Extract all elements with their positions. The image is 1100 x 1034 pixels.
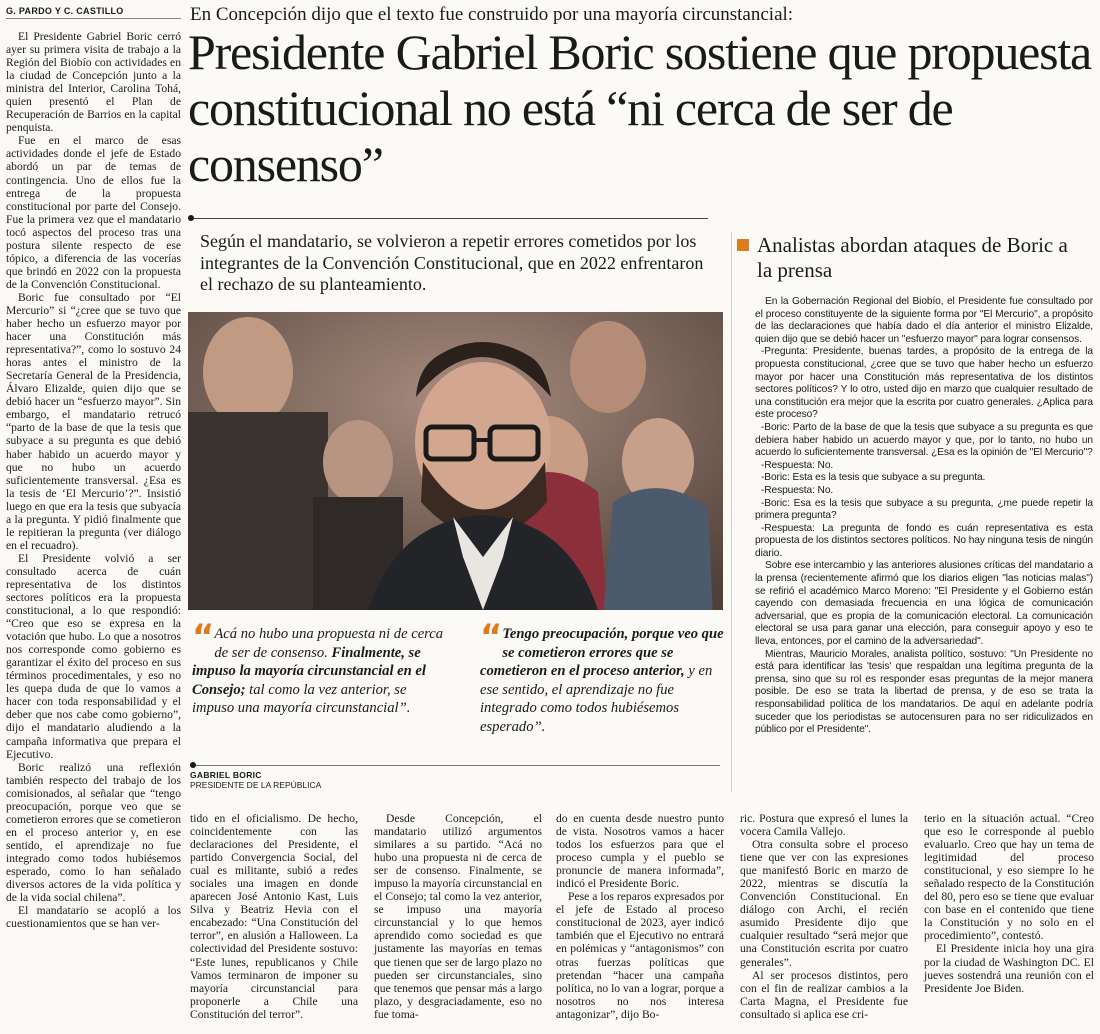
article-column-1 [6, 30, 181, 930]
paragraph: do en cuenta desde nuestro punto de vista. Nosotros vamos a hacer todos los esfuerzos para que el proceso cumpla y el pueblo se pronuncie de manera informada”, indicó el Presidente Boric. [556, 812, 724, 891]
article-column-4 [556, 812, 724, 1021]
article-column-2 [190, 812, 358, 1021]
article-column-5 [740, 812, 908, 1021]
quote-bold-text: Finalmente, se impuso la mayoría circunstancial en el Consejo; [192, 644, 426, 698]
sidebar-paragraph: En la Gobernación Regional del Biobío, el Presidente fue consultado por el proceso constituyente de la siguiente forma por "El Mercurio", a propósito de las declaraciones que había dado el día anterior el ministro Elizalde, quien dijo que se debió hacer un "esfuerzo mayor" para lograr consensos. [755, 296, 1093, 345]
dialogue-line: -Boric: Esta es la tesis que subyace a su pregunta. [761, 472, 986, 484]
paragraph: Al ser procesos distintos, pero con el fin de realizar cambios a la Carta Magna, el Presidente fue consultado si aplica ese cri- [740, 968, 908, 1021]
quote-mark-icon: “ [192, 617, 211, 657]
quote-text: Acá no hubo una propuesta ni de cerca de ser de consenso. [214, 626, 444, 661]
quote-text: y en ese sentido, el aprendizaje no fue integrado como todos hubiésemos esperado”. [480, 663, 713, 735]
paragraph: El Presidente volvió a ser consultado acerca de cuán representativa de los distintos sectores políticos era la propuesta constitucional, a lo que respondió: “Creo que eso se expresa en la votación que hubo. Lo que a nosotros nos corresponde como gobierno es garantizar el éxito del proceso en sus términos procedimentales, y eso no les quepa duda de que lo vamos a hacer con toda responsabilidad y el deber que nos cabe como gobierno”, dijo el mandatario aludiendo a la campaña informativa que prepara el Ejecutivo. [6, 551, 181, 761]
dialogue-line: -Respuesta: La pregunta de fondo es cuán representativa es esta propuesta de los distintos sectores políticos. No hay ninguna tesis de ningún diario. [755, 522, 1093, 559]
paragraph: El Presidente inicia hoy una gira por la ciudad de Washington DC. El jueves sostendrá una reunión con el Presidente Joe Biden. [924, 942, 1094, 995]
paragraph: tido en el oficialismo. De hecho, coincidentemente con las declaraciones del Presidente, el partido Convergencia Social, del cual es militante, subió a redes sociales una imagen en donde aparecen José Antonio Kast, Luis Silva y Beatriz Hevia con el encabezado: “Una Constitución del terror”, en alusión a Halloween. La colectividad del Presidente sostuvo: “Este lunes, republicanos y Chile Vamos terminaron de imponer su mayoría circunstancial para proponerle a Chile una Constitución del terror”. [190, 812, 358, 1021]
dialogue-line: -Respuesta: No. [761, 484, 834, 496]
quote-text: tal como la vez anterior, se impuso una mayoría circunstancial”. [192, 681, 411, 717]
paragraph: terio en la situación actual. “Creo que eso le corresponde al pueblo evaluarlo. Creo que hay un tema de legitimidad del proceso constitucional, y eso siempre lo he señalado respecto de la Constitución del 80, pero eso se tiene que evaluar con base en el contenido que tiene la Constitución y no solo en el procedimiento”, contestó. [924, 812, 1094, 943]
deck: Según el mandatario, se volvieron a repetir errores cometidos por los integrantes de la Convención Constitucional, que en 2022 enfrentaron el rechazo de su planteamiento. [200, 231, 704, 294]
sidebar-paragraph: Mientras, Mauricio Morales, analista político, sostuvo: "Un Presidente no está para identificar las 'tesis' que respaldan una legítima pregunta de la prensa, sino que su rol es responder esas preguntas de la mejor manera posible. De eso se trata la libertad de prensa, y de eso se trata la responsabilidad política de los mandatarios. De aquí en adelante podría suceder que los periodistas se autocensuren para no ser ridiculizados en público por el Presidente". [755, 648, 1093, 736]
photo-illustration [188, 312, 723, 610]
paragraph: Boric realizó una reflexión también respecto del trabajo de los comisionados, al señalar que “tengo preocupación, porque veo que se cometieron errores que se cometieron en el proceso anterior y, en ese sentido, el aprendizaje no fue integrado como todos hubiésemos esperado, como lo han señalado diversos actores de la vida política y de la vida social chilena”. [6, 760, 181, 905]
article-column-3 [374, 812, 542, 1021]
dialogue-line: -Boric: Parto de la base de que la tesis que subyace a su pregunta es que debiera haber habido un acuerdo mayor y que, por lo tanto, no hubo un acuerdo lo suficientemente transversal. ¿Esa es la opinión de "El Mercurio"? [755, 421, 1093, 459]
paragraph: Otra consulta sobre el proceso tiene que ver con las expresiones que manifestó Boric en marzo de 2022, mientras se discutía la Convención Constitucional. En diálogo con Archi, el recién asumido Presidente dijo que cualquier resultado “será mejor que una Constitución escrita por cuatro generales”. [740, 838, 908, 969]
divider [190, 765, 720, 766]
paragraph: Pese a los reparos expresados por el jefe de Estado al proceso constitucional de 2023, ayer indicó también que el Ejecutivo no entrará en polémicas y “antagonismos” con otras fuerzas políticas que pretendan “hacer una campaña política, no lo van a lograr, porque a nosotros no nos interesa antagonizar”, dijo Bo- [556, 890, 724, 1021]
sidebar-body [755, 296, 1093, 737]
quote-mark-icon: “ [480, 617, 499, 657]
pull-quote-1 [192, 617, 447, 718]
sidebar-header [737, 233, 1097, 283]
attribution-role: PRESIDENTE DE LA REPÚBLICA [190, 780, 322, 790]
pull-quote-2 [480, 617, 725, 737]
quote-attribution [190, 770, 321, 790]
divider [188, 218, 708, 219]
orange-square-icon [737, 239, 749, 251]
column-rule [731, 232, 732, 792]
paragraph: Desde Concepción, el mandatario utilizó argumentos similares a su partido. “Acá no hubo una propuesta ni de cerca de ser de consenso. Finalmente, se impuso la mayoría circunstancial en el Consejo; tal como la vez anterior, se impuso una mayoría circunstancial y lo que hemos aprendido como sociedad es que justamente las mayorías en temas que tienen que ser de largo plazo no pueden ser circunstanciales, sino que tenemos que pensar más a largo plazo, y desgraciadamente, eso no fue toma- [374, 812, 542, 1021]
paragraph: ric. Postura que expresó el lunes la vocera Camila Vallejo. [740, 812, 908, 839]
sidebar-paragraph: Sobre ese intercambio y las anteriores alusiones críticas del mandatario a la prensa (recientemente afirmó que los diarios eligen "las noticias malas") se refirió el académico Marco Moreno: "El Presidente y el Gobierno están cayendo con demasiada frecuencia en una lógica de comunicación adversarial, que es propia de la comunicación electoral. La comunicación electoral se usa para ganar una elección, para conseguir apoyo y eso te lleva, entonces, por el camino de la adversariedad". [755, 560, 1093, 648]
dialogue-line: -Boric: Esa es la tesis que subyace a su pregunta, ¿me puede repetir la primera pregunta? [755, 497, 1093, 522]
paragraph: El Presidente Gabriel Boric cerró ayer su primera visita de trabajo a la Región del Biobío con actividades en la ciudad de Concepción junto a la ministra del Interior, Carolina Tohá, quien presentó el Plan de Recuperación de Barrios en la capital penquista. [6, 30, 181, 135]
paragraph: Boric fue consultado por “El Mercurio” si “¿cree que se tuvo que haber hecho un esfuerzo mayor por hacer una Constitución más representativa?”, como lo sostuvo 24 horas antes el ministro de la Secretaría General de la Presidencia, Álvaro Elizalde, quien dijo que se debió hacer un “esfuerzo mayor”. Sin embargo, el mandatario retrucó “parto de la base de que la tesis que subyace a su pregunta es que debió haber habido un acuerdo mayor y que no hubo un acuerdo suficientemente transversal. ¿Esa es la tesis de ‘El Mercurio’?”. Insistió luego en que era la tesis que subyacía a la pregunta. Y pidió finalmente que le repitieran la pregunta (ver diálogo en el recuadro). [6, 290, 181, 552]
paragraph: El mandatario se acopló a los cuestionamientos que se han ver- [6, 904, 181, 931]
quote-bold-text: Tengo preocupación, porque veo que se cometieron errores que se cometieron en el proceso anterior, [480, 626, 724, 680]
headline: Presidente Gabriel Boric sostiene que propuesta constitucional no está “ni cerca de ser de consenso” [188, 24, 1092, 192]
dialogue-line: -Pregunta: Presidente, buenas tardes, a propósito de la entrega de la propuesta constitucional, ¿cree que se tuvo que haber hecho un esfuerzo mayor por hacer una Constitución más representativa de los distintos sectores políticos? Y lo otro, usted dijo en marzo que cualquier resultado de una constitución era mejor que la escrita por cuatro generales. ¿Aplica para este proceso? [755, 346, 1093, 421]
byline: G. PARDO Y C. CASTILLO [6, 6, 181, 19]
paragraph: Fue en el marco de esas actividades donde el jefe de Estado abordó un par de temas de contingencia. Uno de ellos fue la entrega de la propuesta constitucional por parte del Consejo. Fue la primera vez que el mandatario tocó aspectos del proceso tras una postura silente respecto de ese tópico, a diferencia de las vocerías que brindó en 2022 con la propuesta de la Convención Constitucional. [6, 134, 181, 291]
kicker: En Concepción dijo que el texto fue construido por una mayoría circunstancial: [190, 4, 794, 25]
article-column-6 [924, 812, 1094, 995]
sidebar-title: Analistas abordan ataques de Boric a la prensa [757, 233, 1068, 282]
attribution-name: GABRIEL BORIC [190, 770, 262, 780]
dialogue-line: -Respuesta: No. [761, 459, 834, 471]
news-photo [188, 312, 723, 610]
